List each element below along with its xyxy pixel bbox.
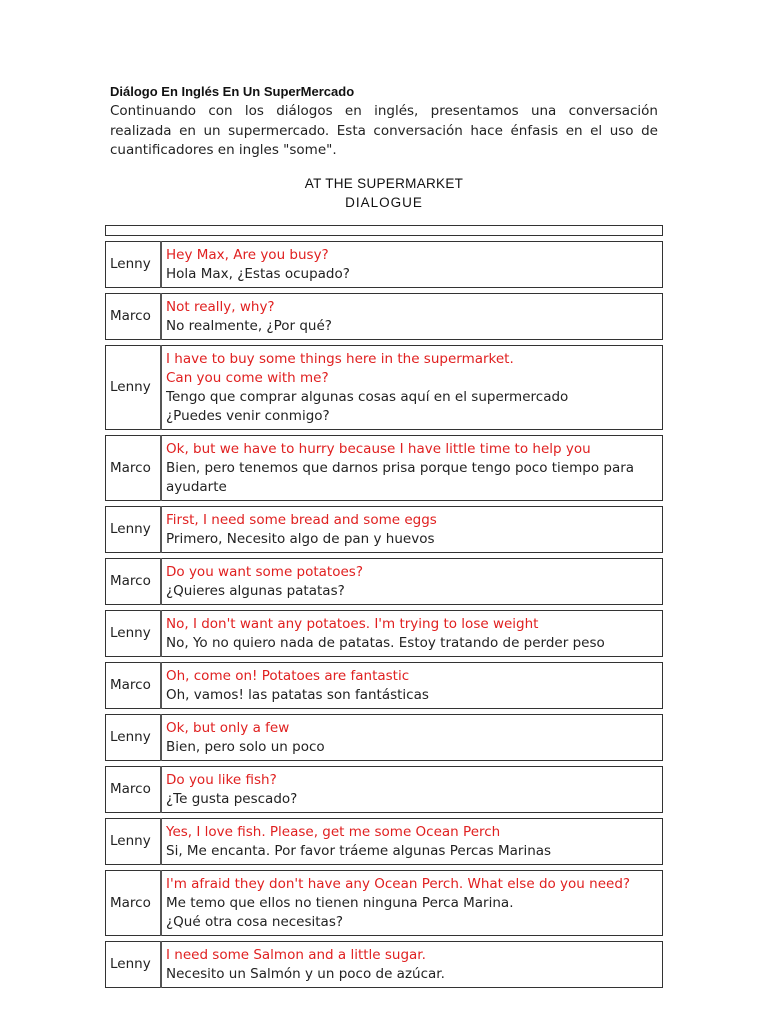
spanish-line: Si, Me encanta. Por favor tráeme algunas Percas Marinas: [166, 843, 552, 859]
dialogue-text-cell: [161, 663, 663, 709]
english-line: Not really, why?: [166, 299, 275, 315]
page-title: Diálogo En Inglés En Un SuperMercado: [110, 84, 355, 99]
speaker-name: Marco: [106, 294, 162, 340]
english-line: I'm afraid they don't have any Ocean Perch. What else do you need?: [166, 876, 631, 892]
dialogue-row: [106, 942, 663, 988]
spanish-line: ¿Te gusta pescado?: [166, 791, 298, 807]
spanish-line: Primero, Necesito algo de pan y huevos: [166, 531, 435, 547]
english-line: Ok, but only a few: [166, 720, 290, 736]
dialogue-subheading: DIALOGUE: [345, 195, 423, 210]
dialogue-text-cell: [161, 294, 663, 340]
spanish-line: Bien, pero tenemos que darnos prisa porque tengo poco tiempo para ayudarte: [166, 460, 635, 495]
dialogue-row: [106, 715, 663, 761]
speaker-name: Marco: [106, 436, 162, 501]
speaker-name: Marco: [106, 559, 162, 605]
speaker-name: Marco: [106, 663, 162, 709]
dialogue-table: [105, 225, 663, 988]
dialogue-row: [106, 294, 663, 340]
table-header-row: [106, 226, 663, 236]
english-line: Hey Max, Are you busy?: [166, 247, 329, 263]
speaker-name: Lenny: [106, 611, 162, 657]
spanish-line: Hola Max, ¿Estas ocupado?: [166, 266, 350, 282]
dialogue-row: [106, 767, 663, 813]
dialogue-heading: AT THE SUPERMARKET: [304, 176, 464, 191]
spanish-line: No realmente, ¿Por qué?: [166, 318, 332, 334]
english-line: First, I need some bread and some eggs: [166, 512, 437, 528]
english-line: Oh, come on! Potatoes are fantastic: [166, 668, 410, 684]
dialogue-text-cell: [161, 346, 663, 430]
dialogue-text-cell: [161, 559, 663, 605]
dialogue-row: [106, 611, 663, 657]
speaker-name: Lenny: [106, 242, 162, 288]
spanish-line: ¿Quieres algunas patatas?: [166, 583, 345, 599]
spanish-line: Tengo que comprar algunas cosas aquí en el supermercado ¿Puedes venir conmigo?: [166, 389, 569, 424]
speaker-name: Lenny: [106, 507, 162, 553]
dialogue-text-cell: [161, 436, 663, 501]
speaker-name: Marco: [106, 767, 162, 813]
speaker-name: Marco: [106, 871, 162, 936]
dialogue-table-body: [106, 226, 663, 988]
spanish-line: Oh, vamos! las patatas son fantásticas: [166, 687, 429, 703]
dialogue-row: [106, 346, 663, 430]
english-line: I have to buy some things here in the supermarket. Can you come with me?: [166, 351, 514, 386]
dialogue-row: [106, 507, 663, 553]
intro-paragraph: Continuando con los diálogos en inglés, presentamos una conversación realizada en un supermercado. Esta conversación hace énfasis en el uso de cuantificadores en ingles "some".: [110, 103, 658, 158]
spanish-line: Me temo que ellos no tienen ninguna Perca Marina. ¿Qué otra cosa necesitas?: [166, 895, 514, 930]
english-line: Ok, but we have to hurry because I have little time to help you: [166, 441, 591, 457]
dialogue-row: [106, 871, 663, 936]
spanish-line: Bien, pero solo un poco: [166, 739, 325, 755]
english-line: Yes, I love fish. Please, get me some Ocean Perch: [166, 824, 501, 840]
speaker-name: Lenny: [106, 346, 162, 430]
dialogue-text-cell: [161, 767, 663, 813]
dialogue-text-cell: [161, 507, 663, 553]
dialogue-text-cell: [161, 242, 663, 288]
speaker-name: Lenny: [106, 715, 162, 761]
dialogue-row: [106, 242, 663, 288]
dialogue-row: [106, 559, 663, 605]
dialogue-row: [106, 663, 663, 709]
english-line: Do you want some potatoes?: [166, 564, 363, 580]
dialogue-text-cell: [161, 819, 663, 865]
dialogue-row: [106, 436, 663, 501]
dialogue-text-cell: [161, 611, 663, 657]
spanish-line: Necesito un Salmón y un poco de azúcar.: [166, 966, 445, 982]
dialogue-row: [106, 819, 663, 865]
speaker-name: Lenny: [106, 819, 162, 865]
dialogue-text-cell: [161, 871, 663, 936]
dialogue-text-cell: [161, 942, 663, 988]
dialogue-text-cell: [161, 715, 663, 761]
english-line: I need some Salmon and a little sugar.: [166, 947, 426, 963]
speaker-name: Lenny: [106, 942, 162, 988]
spanish-line: No, Yo no quiero nada de patatas. Estoy tratando de perder peso: [166, 635, 605, 651]
english-line: Do you like fish?: [166, 772, 277, 788]
english-line: No, I don't want any potatoes. I'm trying to lose weight: [166, 616, 539, 632]
empty-header-cell: [106, 226, 663, 236]
